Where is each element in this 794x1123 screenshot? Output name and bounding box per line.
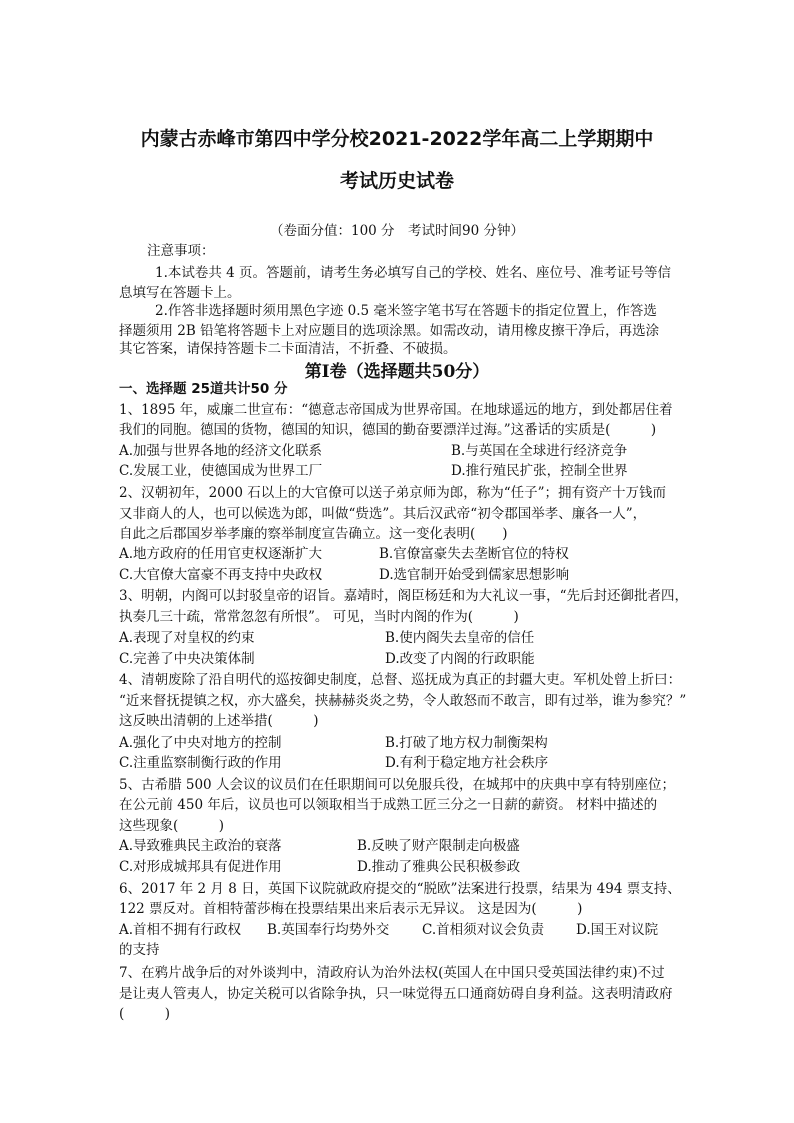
notes-title: 注意事项： bbox=[147, 243, 215, 259]
note-2-line3: 其它答案，请保持答题卡二卡面清洁，不折叠、不破损。 bbox=[119, 341, 457, 357]
q4-option-b: B.打破了地方权力制衡架构 bbox=[385, 735, 548, 751]
note-2-line2: 择题须用 2B 铅笔将答题卡上对应题目的选项涂黑。如需改动，请用橡皮擦干净后，再选涂 bbox=[119, 323, 660, 339]
q6-option-b: B.英国奉行均势外交 bbox=[267, 922, 390, 938]
q2-stem-line3: 自此之后郡国岁举孝廉的察举制度宣告确立。这一变化表明( ) bbox=[119, 526, 508, 542]
q1-option-b: B.与英国在全球进行经济竞争 bbox=[451, 443, 628, 459]
q5-option-d: D.推动了雅典公民积极参政 bbox=[357, 859, 521, 875]
q1-stem-line1: 1、1895 年，威廉二世宣布：“德意志帝国成为世界帝国。在地球遥远的地方，到处都居住着 bbox=[119, 402, 673, 418]
q6-option-d-continued: 的支持 bbox=[119, 942, 160, 958]
q7-stem-line1: 7、在鸦片战争后的对外谈判中，清政府认为治外法权(英国人在中国只受英国法律约束)不过 bbox=[119, 965, 665, 981]
q4-option-c: C.注重监察制衡行政的作用 bbox=[119, 755, 282, 771]
q3-option-d: D.改变了内阁的行政职能 bbox=[385, 651, 535, 667]
q6-option-c: C.首相须对议会负责 bbox=[422, 922, 545, 938]
q5-option-b: B.反映了财产限制走向极盛 bbox=[357, 838, 520, 854]
q6-option-a: A.首相不拥有行政权 bbox=[119, 922, 242, 938]
q4-stem-line3: 这反映出清朝的上述举措( ) bbox=[119, 713, 319, 729]
q4-stem-line2: “近来督抚提镇之权，亦大盛矣，挟赫赫炎炎之势，令人敢怒而不敢言，即有过举，谁为参究？” bbox=[119, 693, 687, 709]
q3-stem-line2: 执奏几三十疏，常常忽忽有所恨”。 可见，当时内阁的作为( ) bbox=[119, 609, 519, 625]
q5-stem-line2: 在公元前 450 年后，议员也可以领取相当于成熟工匠三分之一日薪的薪资。 材料中描述的 bbox=[119, 797, 658, 813]
q3-option-b: B.使内阁失去皇帝的信任 bbox=[385, 630, 535, 646]
q1-option-d: D.推行殖民扩张，控制全世界 bbox=[451, 463, 628, 479]
exam-title-line1: 内蒙古赤峰市第四中学分校2021-2022学年高二上学期期中 bbox=[140, 128, 654, 150]
q3-stem-line1: 3、明朝，内阁可以封驳皇帝的诏旨。嘉靖时，阁臣杨廷和为大礼议一事，“先后封还御批者四， bbox=[119, 588, 688, 604]
q4-option-d: D.有利于稳定地方社会秩序 bbox=[385, 755, 549, 771]
q5-stem-line1: 5、古希腊 500 人会议的议员们在任职期间可以免服兵役，在城邦中的庆典中享有特别座位； bbox=[119, 777, 675, 793]
q2-option-a: A.地方政府的任用官吏权逐渐扩大 bbox=[119, 546, 323, 562]
q5-option-c: C.对形成城邦具有促进作用 bbox=[119, 859, 282, 875]
q1-stem-line2: 我们的同胞。德国的货物，德国的知识，德国的勤奋要漂洋过海。”这番话的实质是( ) bbox=[119, 422, 657, 438]
q4-stem-line1: 4、清朝废除了沿自明代的巡按御史制度，总督、巡抚成为真正的封疆大吏。军机处曾上折曰： bbox=[119, 672, 682, 688]
q2-stem-line1: 2、汉朝初年，2000 石以上的大官僚可以送子弟京师为郎，称为“任子”；拥有资产十万钱而 bbox=[119, 485, 667, 501]
q2-option-b: B.官僚富豪失去垄断官位的特权 bbox=[379, 546, 569, 562]
note-1-line2: 息填写在答题卡上。 bbox=[119, 285, 241, 301]
exam-info: （卷面分值：100 分 考试时间90 分钟） bbox=[269, 223, 525, 239]
section-heading: 第Ⅰ卷（选择题共50分） bbox=[304, 362, 490, 382]
q4-option-a: A.强化了中央对地方的控制 bbox=[119, 735, 282, 751]
note-1-line1: 1.本试卷共 4 页。答题前，请考生务必填写自己的学校、姓名、座位号、准考证号等信 bbox=[155, 265, 672, 281]
q5-option-a: A.导致雅典民主政治的衰落 bbox=[119, 838, 282, 854]
q3-option-a: A.表现了对皇权的约束 bbox=[119, 630, 255, 646]
q2-stem-line2: 又非商人的人，也可以候选为郎，叫做“赀选”。其后汉武帝“初令郡国举孝、廉各一人”， bbox=[119, 506, 647, 522]
q1-option-c: C.发展工业，使德国成为世界工厂 bbox=[119, 463, 323, 479]
q6-stem-line2: 122 票反对。首相特蕾莎梅在投票结果出来后表示无异议。 这是因为( ) bbox=[119, 901, 583, 917]
q3-option-c: C.完善了中央决策体制 bbox=[119, 651, 255, 667]
q2-option-c: C.大官僚大富豪不再支持中央政权 bbox=[119, 567, 323, 583]
q7-stem-line2: 是让夷人管夷人，协定关税可以省除争执，只一味觉得五口通商妨碍自身利益。这表明清政府 bbox=[119, 986, 673, 1002]
q6-option-d: D.国王对议院 bbox=[576, 922, 659, 938]
q6-stem-line1: 6、2017 年 2 月 8 日，英国下议院就政府提交的“脱欧”法案进行投票，结果为 494 票支持、 bbox=[119, 881, 681, 897]
q1-option-a: A.加强与世界各地的经济文化联系 bbox=[119, 443, 323, 459]
part-title: 一、选择题 25道共计50 分 bbox=[119, 381, 288, 397]
exam-title-line2: 考试历史试卷 bbox=[339, 170, 454, 192]
q7-stem-line3: ( ) bbox=[119, 1006, 171, 1022]
q2-option-d: D.选官制开始受到儒家思想影响 bbox=[379, 567, 570, 583]
note-2-line1: 2.作答非选择题时须用黑色字迹 0.5 毫米签字笔书写在答题卡的指定位置上，作答选 bbox=[155, 303, 657, 319]
q5-stem-line3: 这些现象( ) bbox=[119, 818, 225, 834]
